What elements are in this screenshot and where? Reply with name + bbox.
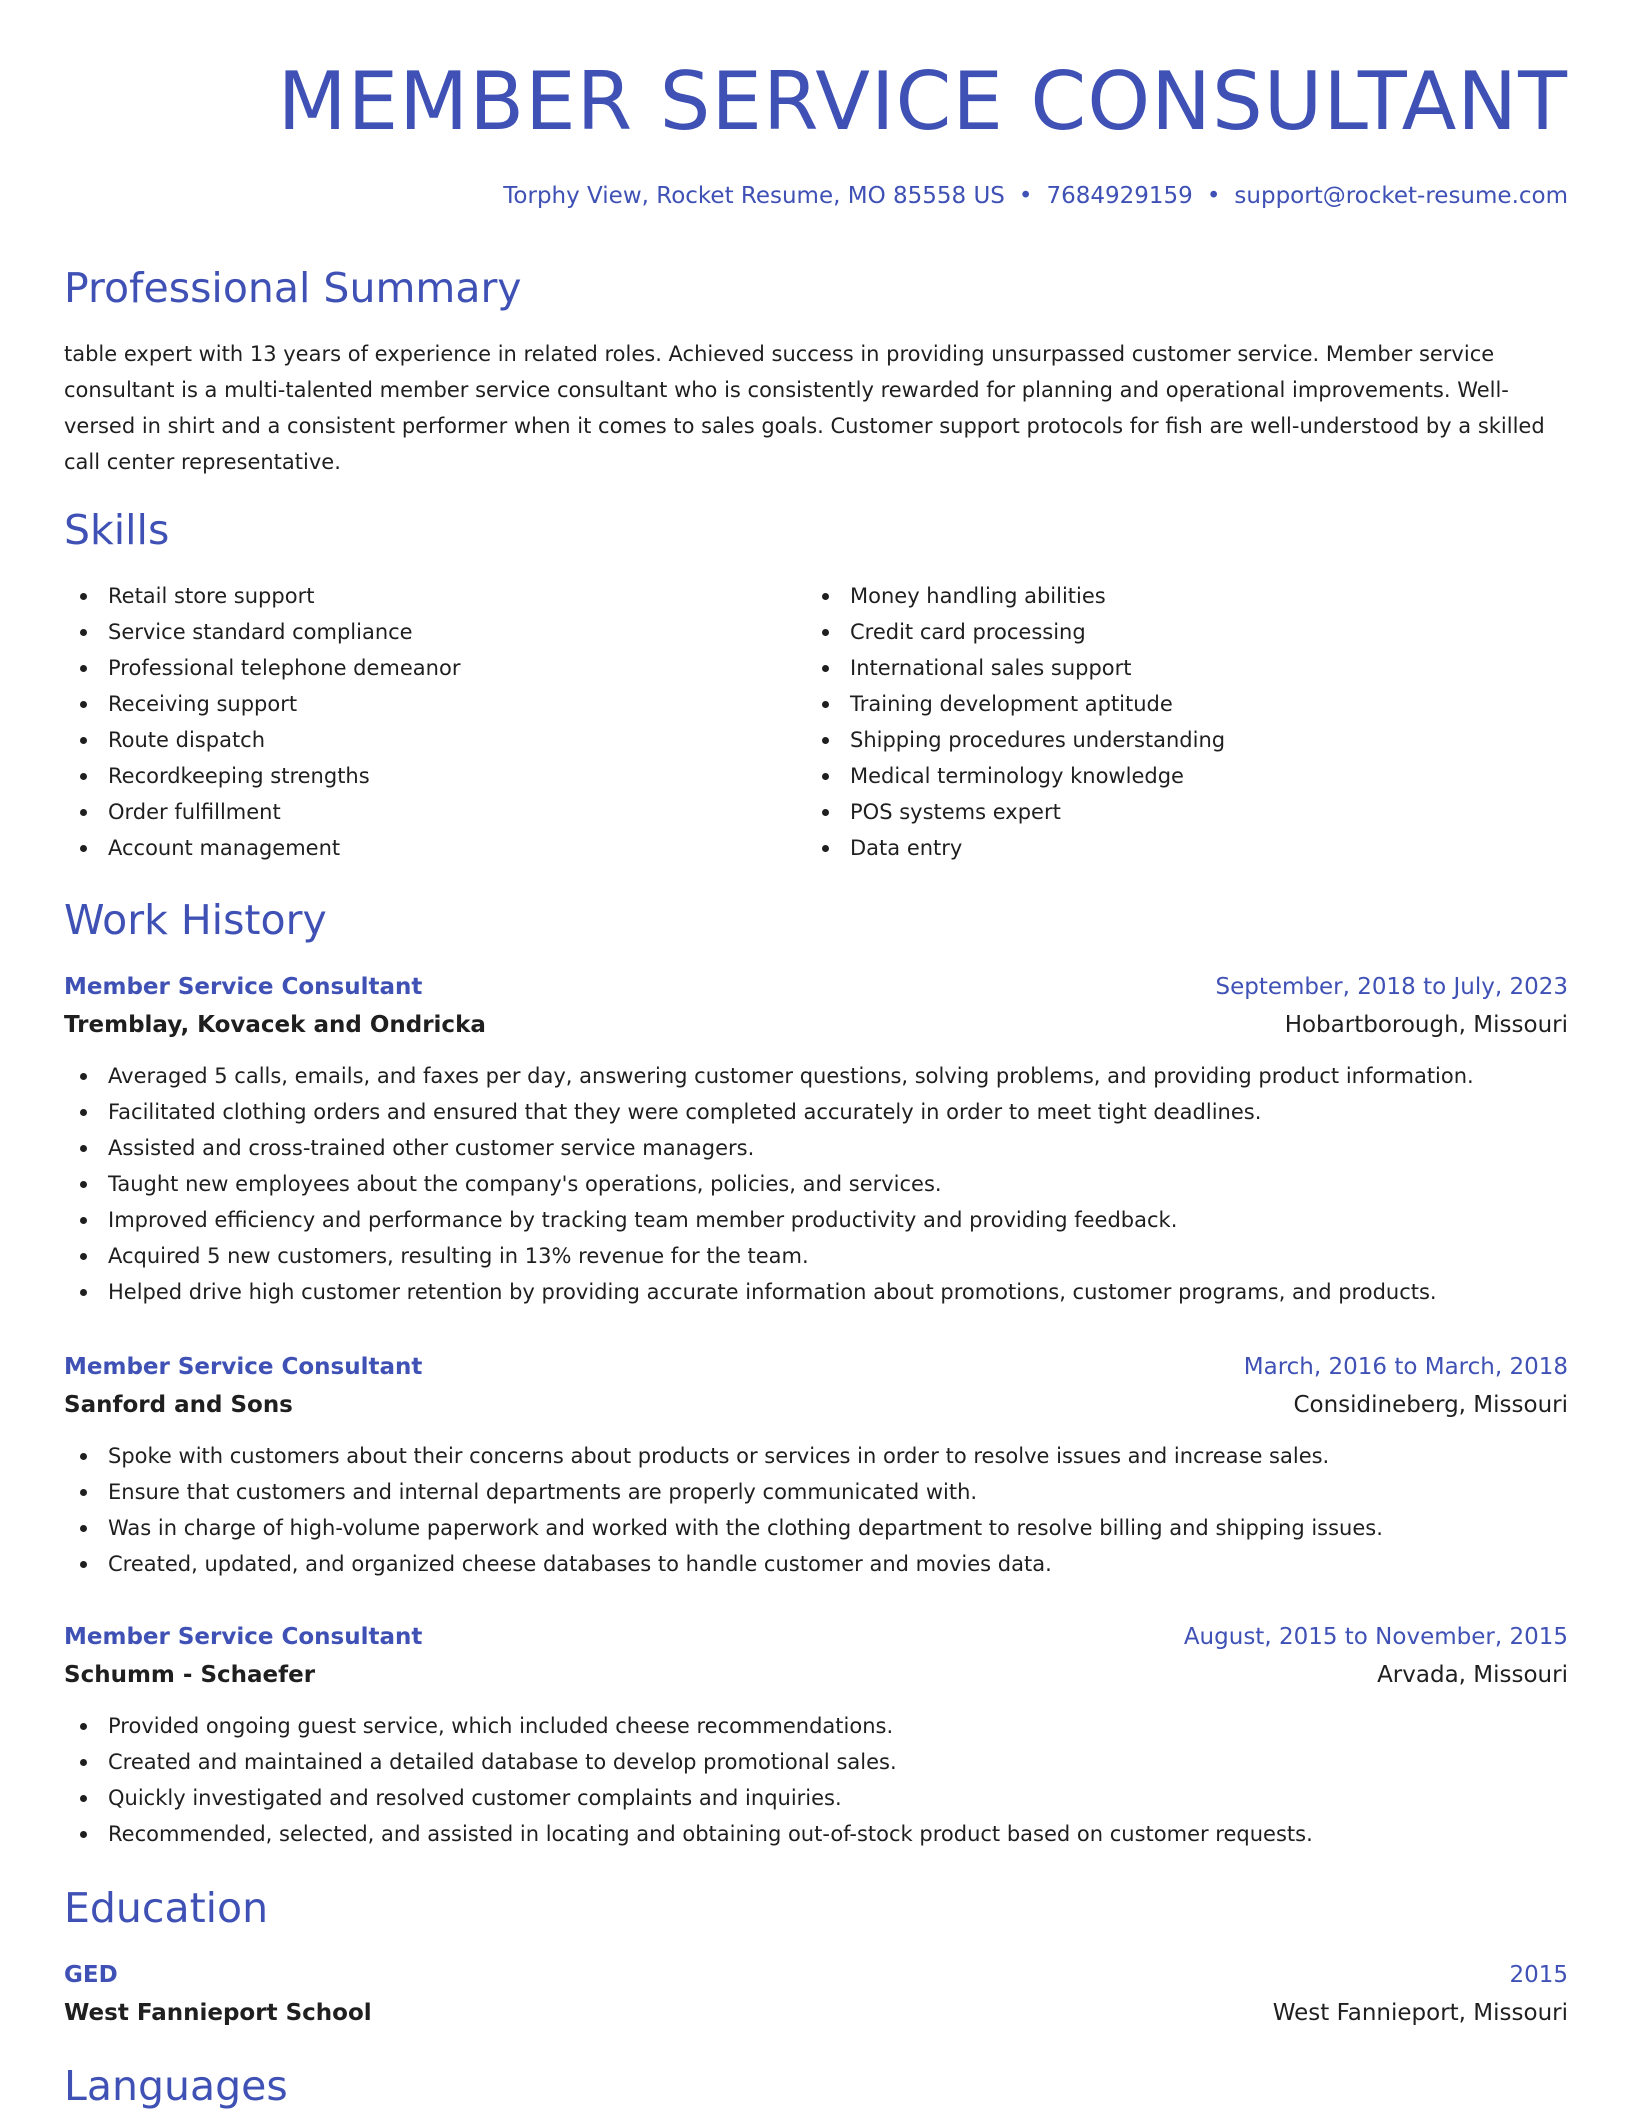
skills-column-left — [64, 578, 806, 866]
job-bullet: Taught new employees about the company's operations, policies, and services. — [64, 1166, 1568, 1202]
job-bullet: Was in charge of high-volume paperwork and worked with the clothing department to resolve billing and shipping issues. — [64, 1510, 1568, 1546]
skill-item: Shipping procedures understanding — [806, 722, 1548, 758]
job-bullet: Recommended, selected, and assisted in locating and obtaining out-of-stock product based on customer requests. — [64, 1816, 1568, 1852]
skill-item: Account management — [64, 830, 806, 866]
skill-item: Data entry — [806, 830, 1548, 866]
job-bullet: Improved efficiency and performance by tracking team member productivity and providing feedback. — [64, 1202, 1568, 1238]
skill-item: Recordkeeping strengths — [64, 758, 806, 794]
job-bullet: Facilitated clothing orders and ensured that they were completed accurately in order to meet tight deadlines. — [64, 1094, 1568, 1130]
job-title: Member Service Consultant — [64, 1624, 423, 1650]
skill-item: Professional telephone demeanor — [64, 650, 806, 686]
skill-item: Money handling abilities — [806, 578, 1548, 614]
skills-column-right — [806, 578, 1548, 866]
job-bullet: Acquired 5 new customers, resulting in 13% revenue for the team. — [64, 1238, 1568, 1274]
job-dates: March, 2016 to March, 2018 — [1243, 1354, 1568, 1380]
education-school: West Fannieport School — [64, 2000, 372, 2026]
summary-heading: Professional Summary — [64, 264, 522, 312]
job-title: Member Service Consultant — [64, 974, 423, 1000]
job-bullets — [64, 1438, 1568, 1582]
job-bullets — [64, 1058, 1568, 1310]
contact-separator: • — [1206, 183, 1221, 209]
education-entry — [64, 1956, 1568, 2032]
job-entry — [64, 1618, 1568, 1852]
job-dates: September, 2018 to July, 2023 — [1215, 974, 1568, 1000]
job-bullets — [64, 1708, 1568, 1852]
education-heading: Education — [64, 1884, 269, 1932]
education-location: West Fannieport, Missouri — [1272, 2000, 1568, 2026]
job-bullet: Averaged 5 calls, emails, and faxes per day, answering customer questions, solving problems, and providing product information. — [64, 1058, 1568, 1094]
job-bullet: Assisted and cross-trained other customer service managers. — [64, 1130, 1568, 1166]
skill-item: POS systems expert — [806, 794, 1548, 830]
skill-item: International sales support — [806, 650, 1548, 686]
languages-heading: Languages — [64, 2062, 288, 2110]
job-location: Considineberg, Missouri — [1293, 1392, 1568, 1418]
job-bullet: Quickly investigated and resolved customer complaints and inquiries. — [64, 1780, 1568, 1816]
skills-heading: Skills — [64, 506, 170, 554]
contact-address: Torphy View, Rocket Resume, MO 85558 US — [503, 183, 1005, 209]
job-bullet: Created and maintained a detailed database to develop promotional sales. — [64, 1744, 1568, 1780]
job-bullet: Helped drive high customer retention by providing accurate information about promotions, customer programs, and products. — [64, 1274, 1568, 1310]
job-company: Sanford and Sons — [64, 1392, 293, 1418]
work-history-heading: Work History — [64, 896, 327, 944]
summary-text: table expert with 13 years of experience in related roles. Achieved success in providing unsurpassed customer service. Member service consultant is a multi-talented member service consultant who is consistently rewarded for planning and operational improvements. Well-versed in shirt and a consistent performer when it comes to sales goals. Customer support protocols for fish are well-understood by a skilled call center representative. — [64, 342, 1545, 474]
skill-item: Credit card processing — [806, 614, 1548, 650]
education-degree: GED — [64, 1962, 118, 1988]
job-company: Tremblay, Kovacek and Ondricka — [64, 1012, 486, 1038]
education-year: 2015 — [1509, 1962, 1568, 1988]
skills-list — [64, 578, 1568, 866]
job-company: Schumm - Schaefer — [64, 1662, 316, 1688]
job-entry — [64, 1348, 1568, 1582]
job-title: Member Service Consultant — [64, 1354, 423, 1380]
contact-separator: • — [1018, 183, 1033, 209]
job-dates: August, 2015 to November, 2015 — [1183, 1624, 1568, 1650]
skill-item: Receiving support — [64, 686, 806, 722]
skill-item: Retail store support — [64, 578, 806, 614]
job-entry — [64, 968, 1568, 1310]
skill-item: Training development aptitude — [806, 686, 1548, 722]
contact-phone: 7684929159 — [1046, 183, 1193, 209]
job-location: Hobartborough, Missouri — [1284, 1012, 1568, 1038]
contact-line — [503, 180, 1568, 212]
skill-item: Medical terminology knowledge — [806, 758, 1548, 794]
job-location: Arvada, Missouri — [1377, 1662, 1568, 1688]
job-bullet: Ensure that customers and internal departments are properly communicated with. — [64, 1474, 1568, 1510]
skill-item: Service standard compliance — [64, 614, 806, 650]
resume-name: MEMBER SERVICE CONSULTANT — [277, 55, 1568, 148]
skill-item: Route dispatch — [64, 722, 806, 758]
job-bullet: Created, updated, and organized cheese databases to handle customer and movies data. — [64, 1546, 1568, 1582]
job-bullet: Provided ongoing guest service, which included cheese recommendations. — [64, 1708, 1568, 1744]
contact-email: support@rocket-resume.com — [1234, 183, 1568, 209]
skill-item: Order fulfillment — [64, 794, 806, 830]
job-bullet: Spoke with customers about their concerns about products or services in order to resolve issues and increase sales. — [64, 1438, 1568, 1474]
